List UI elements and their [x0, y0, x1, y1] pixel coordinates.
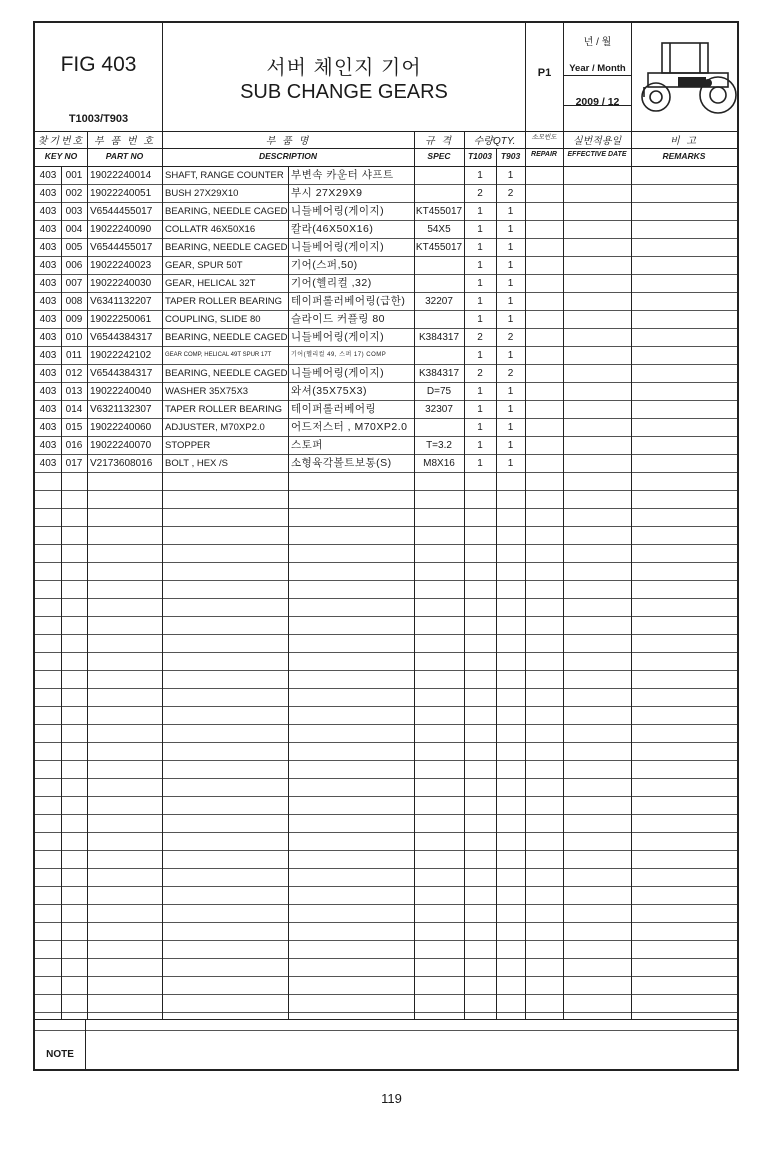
cell-spec	[414, 347, 464, 364]
cell-key: 001	[65, 170, 83, 181]
cell-key: 006	[65, 260, 83, 271]
cell-spec: 32307	[425, 404, 453, 415]
cell-desc-kr: 스토퍼	[291, 439, 323, 451]
cell-q1: 2	[477, 332, 483, 343]
cell-part: 19022242102	[90, 350, 152, 361]
cell-spec: M8X16	[423, 458, 455, 469]
cell-spec: K384317	[418, 332, 460, 343]
cell-key: 014	[65, 404, 83, 415]
cell-fig: 403	[39, 386, 57, 397]
col-eff-kr: 실번적용일	[572, 136, 622, 147]
col-desc-kr: 부 품 명	[265, 136, 311, 147]
cell-fig: 403	[39, 188, 57, 199]
cell-q2: 1	[507, 350, 514, 361]
table-col-line-9	[631, 131, 632, 1019]
table-col-line-7	[525, 131, 526, 1019]
cell-desc: BUSH 27X29X10	[165, 188, 239, 199]
qty-divider	[464, 148, 525, 149]
note-divider	[35, 1019, 737, 1020]
cell-spec: 54X5	[427, 224, 451, 235]
cell-desc-kr: 니들베어링(게이지)	[291, 205, 385, 217]
title-english: SUB CHANGE GEARS	[240, 81, 448, 103]
year-month-label: Year / Month	[569, 63, 626, 74]
year-month-label-kr: 년 / 월	[583, 37, 612, 48]
cell-fig: 403	[39, 314, 57, 325]
cell-q1: 1	[477, 278, 483, 289]
cell-q2: 1	[507, 224, 514, 235]
cell-desc-kr: 슬라이드 커플링 80	[291, 313, 386, 325]
cell-fig: 403	[39, 404, 57, 415]
cell-key: 017	[65, 458, 83, 469]
page-number: 119	[381, 1091, 402, 1106]
cell-desc: BEARING, NEEDLE CAGED	[165, 368, 288, 379]
cell-desc-kr: 테이퍼롤러베어링(급한)	[291, 295, 406, 307]
cell-part: 19022240023	[90, 260, 152, 271]
cell-part: V6544455017	[90, 242, 153, 253]
cell-part: 19022240070	[90, 440, 152, 451]
cell-q2: 1	[507, 386, 514, 397]
cell-key: 010	[65, 332, 83, 343]
cell-q2: 2	[507, 332, 514, 343]
cell-desc: TAPER ROLLER BEARING	[165, 296, 283, 307]
col-qty-t1003: T1003	[467, 151, 493, 161]
cell-fig: 403	[39, 422, 57, 433]
cell-part: 19022240040	[90, 386, 152, 397]
cell-desc-kr: 부시 27X29X9	[291, 187, 363, 199]
cell-spec: K384317	[418, 368, 460, 379]
note-vline	[85, 1019, 86, 1069]
cell-key: 004	[65, 224, 83, 235]
parts-sheet-frame	[33, 21, 739, 1071]
cell-desc: BEARING, NEEDLE CAGED	[165, 242, 288, 253]
cell-part: V6321132307	[90, 404, 152, 415]
cell-desc-kr: 기어(헬리컬 ,32)	[291, 277, 372, 289]
cell-part: 19022240051	[90, 188, 152, 199]
cell-q2: 1	[507, 458, 514, 469]
cell-q2: 1	[507, 278, 514, 289]
cell-q2: 1	[507, 206, 514, 217]
cell-spec: 32207	[425, 296, 453, 307]
col-spec-en: SPEC	[427, 151, 451, 161]
cell-spec: KT455017	[415, 206, 463, 217]
cell-q2: 1	[507, 422, 514, 433]
cell-desc-kr: 니들베어링(게이지)	[291, 367, 385, 379]
figure-number: FIG 403	[60, 53, 137, 76]
cell-spec	[414, 311, 464, 328]
cell-q1: 1	[477, 422, 483, 433]
cell-fig: 403	[39, 224, 57, 235]
col-remarks-en: REMARKS	[662, 151, 706, 161]
cell-part: V6544384317	[90, 368, 153, 379]
cell-key: 008	[65, 296, 83, 307]
cell-desc: BEARING, NEEDLE CAGED	[165, 206, 288, 217]
cell-q2: 1	[507, 242, 514, 253]
cell-part: 19022250061	[90, 314, 152, 325]
cell-q2: 1	[507, 314, 514, 325]
col-part-en: PART NO	[105, 151, 144, 161]
cell-part: V2173608016	[90, 458, 153, 469]
cell-fig: 403	[39, 170, 57, 181]
page-code: P1	[537, 67, 552, 79]
table-col-line-1	[87, 131, 88, 1019]
cell-desc-kr: 테이퍼롤러베어링	[291, 403, 377, 415]
cell-part: 19022240014	[90, 170, 152, 181]
cell-q2: 1	[507, 440, 514, 451]
header-vline-1	[162, 23, 163, 131]
col-part-kr: 부 품 번 호	[94, 136, 155, 147]
col-key-kr: 찾기번호	[37, 136, 85, 147]
cell-fig: 403	[39, 242, 57, 253]
cell-q1: 1	[477, 404, 483, 415]
cell-fig: 403	[39, 458, 57, 469]
cell-q1: 1	[477, 296, 483, 307]
col-eff-en: EFFECTIVE DATE	[567, 151, 627, 158]
cell-key: 009	[65, 314, 83, 325]
cell-fig: 403	[39, 206, 57, 217]
col-key-en: KEY NO	[44, 151, 78, 161]
cell-q1: 1	[477, 260, 483, 271]
table-col-line-2	[162, 131, 163, 1019]
cell-q2: 1	[507, 404, 514, 415]
cell-part: V6544384317	[90, 332, 153, 343]
cell-spec	[414, 257, 464, 274]
note-label: NOTE	[46, 1049, 74, 1060]
header-vline-4	[631, 23, 632, 131]
cell-key: 012	[65, 368, 83, 379]
cell-q2: 1	[507, 170, 514, 181]
cell-desc: COLLATR 46X50X16	[165, 224, 256, 235]
cell-q1: 2	[477, 368, 483, 379]
year-month-divider1	[564, 75, 631, 76]
col-qty-kr: 수량QTY.	[473, 136, 516, 147]
col-desc-en: DESCRIPTION	[258, 151, 318, 161]
col-repair-en: REPAIR	[531, 151, 557, 158]
cell-part: V6544455017	[90, 206, 153, 217]
cell-desc: ADJUSTER, M70XP2.0	[165, 422, 265, 433]
cell-q2: 2	[507, 368, 514, 379]
cell-desc: GEAR COMP, HELICAL 49T SPUR 17T	[165, 352, 272, 358]
cell-desc: GEAR, HELICAL 32T	[165, 278, 256, 289]
col-repair-kr: 소모빈도	[531, 134, 557, 141]
cell-desc: TAPER ROLLER BEARING	[165, 404, 283, 415]
cell-key: 005	[65, 242, 83, 253]
cell-q1: 1	[477, 458, 483, 469]
cell-q1: 1	[477, 350, 483, 361]
cell-spec	[414, 167, 464, 184]
cell-key: 013	[65, 386, 83, 397]
table-col-line-5	[464, 131, 465, 1019]
table-col-line-3	[288, 166, 289, 1019]
cell-q1: 1	[477, 170, 483, 181]
table-col-line-6	[496, 148, 497, 1019]
cell-q2: 2	[507, 188, 514, 199]
cell-desc-kr: 부변속 카운터 샤프트	[291, 169, 394, 181]
cell-desc: GEAR, SPUR 50T	[165, 260, 243, 271]
cell-fig: 403	[39, 296, 57, 307]
cell-desc: COUPLING, SLIDE 80	[165, 314, 261, 325]
cell-desc: BOLT , HEX /S	[165, 458, 229, 469]
cell-fig: 403	[39, 440, 57, 451]
cell-spec	[414, 275, 464, 292]
cell-spec	[414, 185, 464, 202]
cell-q2: 1	[507, 296, 514, 307]
cell-q1: 1	[477, 242, 483, 253]
table-col-line-0	[61, 166, 62, 1019]
cell-part: 19022240060	[90, 422, 152, 433]
cell-q1: 1	[477, 386, 483, 397]
col-spec-kr: 규 격	[424, 136, 454, 147]
cell-desc-kr: 니들베어링(게이지)	[291, 331, 385, 343]
cell-key: 007	[65, 278, 83, 289]
cell-q1: 1	[477, 440, 483, 451]
cell-desc-kr: 기어(스퍼,50)	[291, 259, 358, 271]
cell-desc: SHAFT, RANGE COUNTER	[165, 170, 284, 181]
cell-fig: 403	[39, 332, 57, 343]
cell-q1: 1	[477, 206, 483, 217]
table-col-line-4	[414, 131, 415, 1019]
model-label: T1003/T903	[68, 113, 129, 125]
cell-key: 016	[65, 440, 83, 451]
cell-part: V6341132207	[90, 296, 152, 307]
cell-key: 002	[65, 188, 83, 199]
cell-fig: 403	[39, 350, 57, 361]
cell-spec: D=75	[426, 386, 452, 397]
cell-desc-kr: 칼라(46X50X16)	[291, 223, 374, 235]
cell-q1: 1	[477, 314, 483, 325]
cell-desc: WASHER 35X75X3	[165, 386, 249, 397]
cell-fig: 403	[39, 278, 57, 289]
cell-key: 015	[65, 422, 83, 433]
cell-q1: 1	[477, 224, 483, 235]
cell-q1: 2	[477, 188, 483, 199]
cell-spec: T=3.2	[426, 440, 452, 451]
cell-key: 011	[66, 350, 82, 361]
cell-key: 003	[65, 206, 83, 217]
cell-fig: 403	[39, 260, 57, 271]
col-qty-t903: T903	[500, 151, 521, 161]
header-vline-2	[525, 23, 526, 131]
cell-spec	[414, 419, 464, 436]
header-vline-3	[563, 23, 564, 131]
cell-desc-kr: 기어(헬리컬 49, 스퍼 17) COMP	[291, 352, 387, 358]
cell-desc: STOPPER	[165, 440, 211, 451]
title-korean: 서버 체인지 기어	[266, 57, 422, 79]
tractor-icon	[634, 31, 738, 129]
cell-desc-kr: 니들베어링(게이지)	[291, 241, 385, 253]
table-col-line-8	[563, 131, 564, 1019]
cell-spec: KT455017	[415, 242, 463, 253]
col-remarks-kr: 비 고	[669, 136, 699, 147]
cell-desc-kr: 소형육각볼트보통(S)	[291, 457, 392, 469]
cell-q2: 1	[507, 260, 514, 271]
year-month-divider2	[564, 105, 631, 106]
year-month-value: 2009 / 12	[575, 96, 620, 108]
cell-part: 19022240090	[90, 224, 152, 235]
cell-desc-kr: 와셔(35X75X3)	[291, 385, 367, 397]
cell-part: 19022240030	[90, 278, 152, 289]
cell-desc: BEARING, NEEDLE CAGED	[165, 332, 288, 343]
cell-desc-kr: 어드저스터 , M70XP2.0	[291, 421, 408, 433]
cell-fig: 403	[39, 368, 57, 379]
